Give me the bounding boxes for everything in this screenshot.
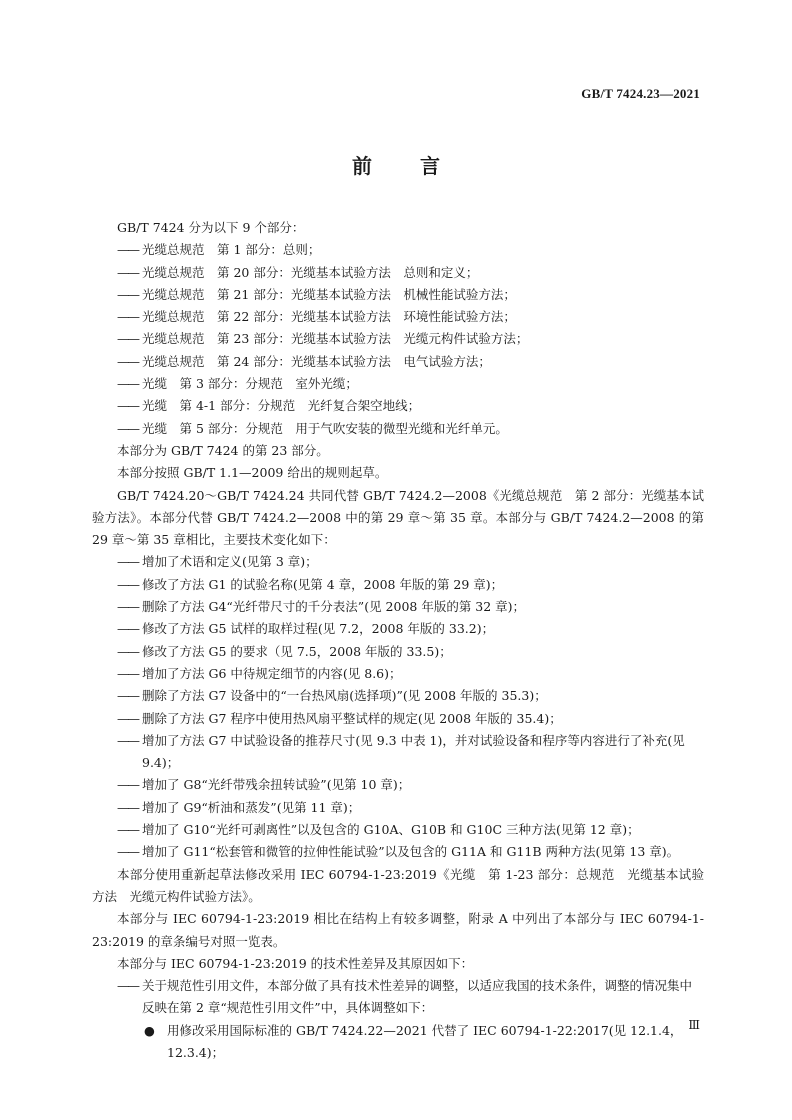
list-item: —— 光缆 第 5 部分：分规范 用于气吹安装的微型光缆和光纤单元。 <box>117 420 508 436</box>
foreword-body <box>92 217 704 1064</box>
list-item: —— 光缆总规范 第 24 部分：光缆基本试验方法 电气试验方法； <box>117 353 491 369</box>
paragraph: 本部分使用重新起草法修改采用 IEC 60794-1-23:2019《光缆 第 1-23 部分：总规范 光缆基本试验方法 光缆元构件试验方法》。 <box>92 866 704 904</box>
list-item: —— 关于规范性引用文件，本部分做了具有技术性差异的调整，以适应我国的技术条件，调整的情况集中反映在第 2 章“规范性引用文件”中，具体调整如下： <box>117 978 693 1016</box>
bullet-item: ● 用修改采用国际标准的 GB/T 7424.22—2021 代替了 IEC 60794-1-22:2017(见 12.1.4，12.3.4)； <box>92 1020 704 1065</box>
list-item: —— 增加了 G10“光纤可剥离性”以及包含的 G10A、G10B 和 G10C 三种方法(见第 12 章)； <box>117 822 640 838</box>
title-char-1: 前 <box>352 154 372 178</box>
list-item: —— 修改了方法 G1 的试验名称(见第 4 章，2008 年版的第 29 章)； <box>117 576 504 592</box>
page-number: Ⅲ <box>688 1018 700 1032</box>
list-item: —— 增加了 G11“松套管和微管的拉伸性能试验”以及包含的 G11A 和 G11B 两种方法(见第 13 章)。 <box>117 844 680 860</box>
page-title <box>0 150 792 179</box>
list-item: —— 增加了术语和定义(见第 3 章)； <box>117 554 318 570</box>
list-item: —— 光缆总规范 第 1 部分：总则； <box>117 242 321 258</box>
bullet-dot: ● <box>144 1022 155 1038</box>
paragraph: GB/T 7424.20～GB/T 7424.24 共同代替 GB/T 7424.2—2008《光缆总规范 第 2 部分：光缆基本试验方法》。本部分代替 GB/T 7424.2—2008 中的第 29 章～第 35 章。本部分与 GB/T 7424.2—2008 的第 29 章～第 35 章相比，主要技术变化如下： <box>92 487 704 548</box>
title-char-2: 言 <box>420 154 440 178</box>
list-item: —— 修改了方法 G5 试样的取样过程(见 7.2，2008 年版的 33.2)； <box>117 621 495 637</box>
list-item: —— 删除了方法 G4“光纤带尺寸的千分表法”(见 2008 年版的第 32 章)； <box>117 599 526 615</box>
list-item: —— 光缆 第 3 部分：分规范 室外光缆； <box>117 376 358 392</box>
list-item: —— 增加了方法 G6 中待规定细节的内容(见 8.6)； <box>117 665 402 681</box>
list-item: —— 修改了方法 G5 的要求（见 7.5，2008 年版的 33.5)； <box>117 643 452 659</box>
list-item: —— 光缆总规范 第 20 部分：光缆基本试验方法 总则和定义； <box>117 264 479 280</box>
paragraph: 本部分为 GB/T 7424 的第 23 部分。 <box>117 442 329 458</box>
list-item: —— 光缆总规范 第 22 部分：光缆基本试验方法 环境性能试验方法； <box>117 309 516 325</box>
list-item: —— 光缆 第 4-1 部分：分规范 光纤复合架空地线； <box>117 398 421 414</box>
paragraph: GB/T 7424 分为以下 9 个部分： <box>117 220 305 235</box>
paragraph: 本部分与 IEC 60794-1-23:2019 相比在结构上有较多调整，附录 A 中列出了本部分与 IEC 60794-1-23:2019 的章条编号对照一览表。 <box>92 911 704 949</box>
list-item: —— 光缆总规范 第 21 部分：光缆基本试验方法 机械性能试验方法； <box>117 286 516 302</box>
list-item: —— 增加了 G9“析油和蒸发”(见第 11 章)； <box>117 799 361 815</box>
list-item: —— 删除了方法 G7 设备中的“一台热风扇(选择项)”(见 2008 年版的 35.3)； <box>117 688 547 704</box>
list-item: —— 增加了 G8“光纤带残余扭转试验”(见第 10 章)； <box>117 777 411 793</box>
standard-code: GB/T 7424.23—2021 <box>581 86 700 101</box>
list-item: —— 增加了方法 G7 中试验设备的推荐尺寸(见 9.3 中表 1)，并对试验设备和程序等内容进行了补充(见 9.4)； <box>117 732 685 771</box>
paragraph: 本部分按照 GB/T 1.1—2009 给出的规则起草。 <box>117 465 388 481</box>
list-item: —— 删除了方法 G7 程序中使用热风扇平整试样的规定(见 2008 年版的 35.4)； <box>117 710 562 726</box>
list-item: —— 光缆总规范 第 23 部分：光缆基本试验方法 光缆元构件试验方法； <box>117 331 529 347</box>
paragraph: 本部分与 IEC 60794-1-23:2019 的技术性差异及其原因如下： <box>117 955 474 971</box>
